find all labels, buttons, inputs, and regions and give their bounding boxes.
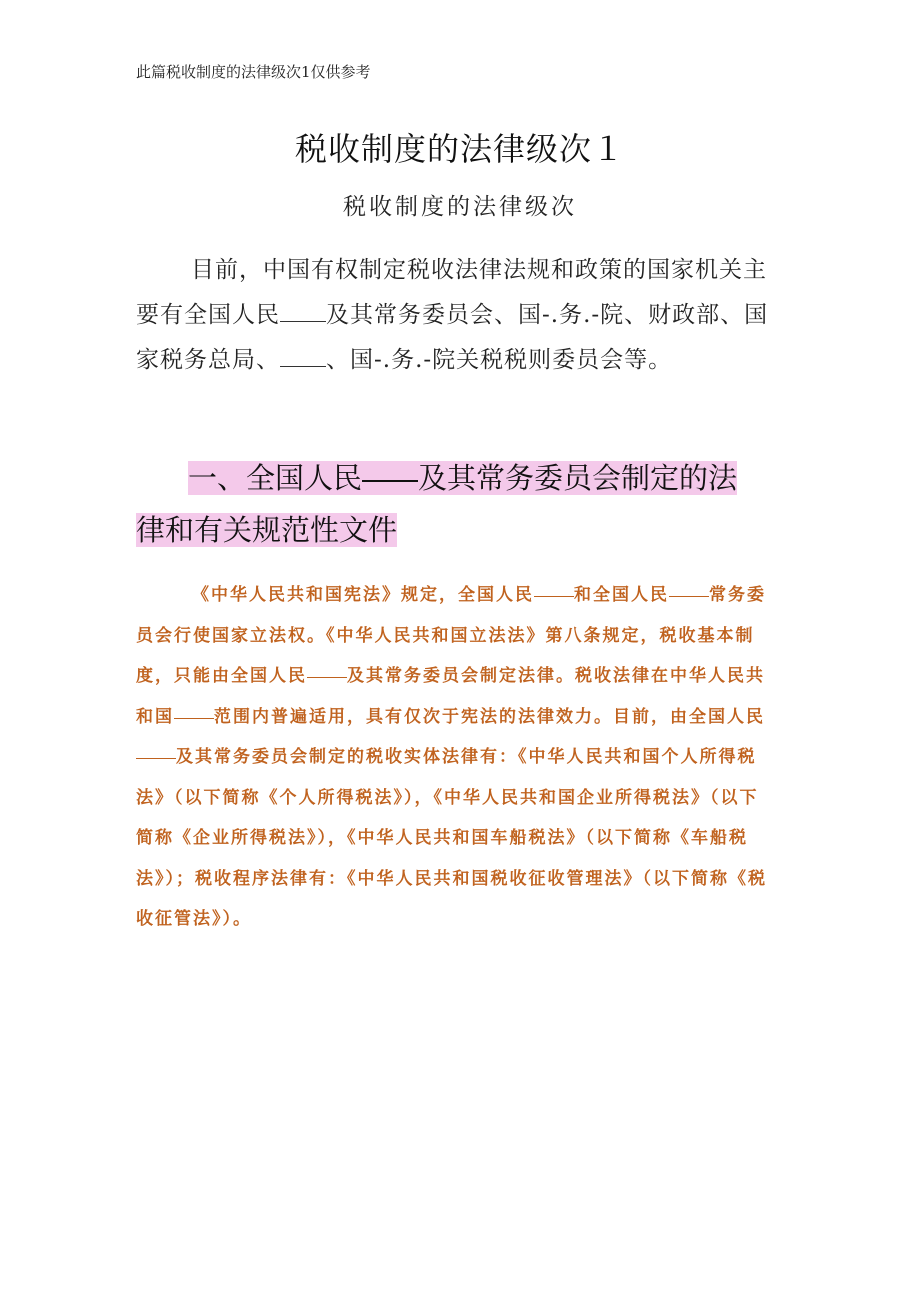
- body-text-4: 及其常务委员会制定法律。税收法律在中华人民共和国: [136, 666, 765, 727]
- blank-line: [280, 320, 326, 322]
- intro-paragraph: [136, 248, 776, 383]
- blank-line: [307, 676, 347, 678]
- intro-text-2: 及其常务委员会、国-.务.-院、财政部、国家税务总局、: [136, 302, 769, 373]
- blank-line: [534, 595, 574, 597]
- blank-line: [280, 365, 326, 367]
- document-subtitle: 税收制度的法律级次: [343, 194, 577, 220]
- section-heading: [136, 452, 766, 556]
- body-text-1: 《中华人民共和国宪法》规定，全国人民: [192, 585, 534, 605]
- section-heading-text-2: 及其常务委员会制定的法律和有关规范性文件: [136, 461, 738, 547]
- blank-line: [174, 717, 214, 719]
- body-text-6: 及其常务委员会制定的税收实体法律有：《中华人民共和国个人所得税法》（以下简称《个人所得税法》），《中华人民共和国企业所得税法》（以下简称《企业所得税法》），《中华人民共和国车船税法》（以下简称《车船税法》）；税收程序法律有：《中华人民共和国税收征收管理法》（以下简称《税收征管法》）。: [136, 747, 767, 929]
- body-text-5: 范围内普遍适用，具有仅次于宪法的法律效力。目前，由全国人民: [214, 706, 765, 727]
- body-text-2: 和全国人民: [574, 585, 669, 605]
- section-heading-text-1: 一、全国人民: [188, 461, 363, 495]
- blank-line: [362, 479, 418, 482]
- body-text-3: 常务委员会行使国家立法权。《中华人民共和国立法法》第八条规定，税收基本制度，只能由全国人民: [136, 585, 766, 686]
- blank-line: [136, 757, 176, 759]
- document-title: 税收制度的法律级次１: [294, 130, 625, 168]
- blank-line: [669, 595, 709, 597]
- header-note: 此篇税收制度的法律级次1仅供参考: [136, 63, 371, 81]
- intro-text-3: 、国-.务.-院关税税则委员会等。: [326, 347, 673, 373]
- section-body-paragraph: [136, 575, 768, 940]
- intro-text-1: 目前，中国有权制定税收法律法规和政策的国家机关主要有全国人民: [136, 257, 767, 328]
